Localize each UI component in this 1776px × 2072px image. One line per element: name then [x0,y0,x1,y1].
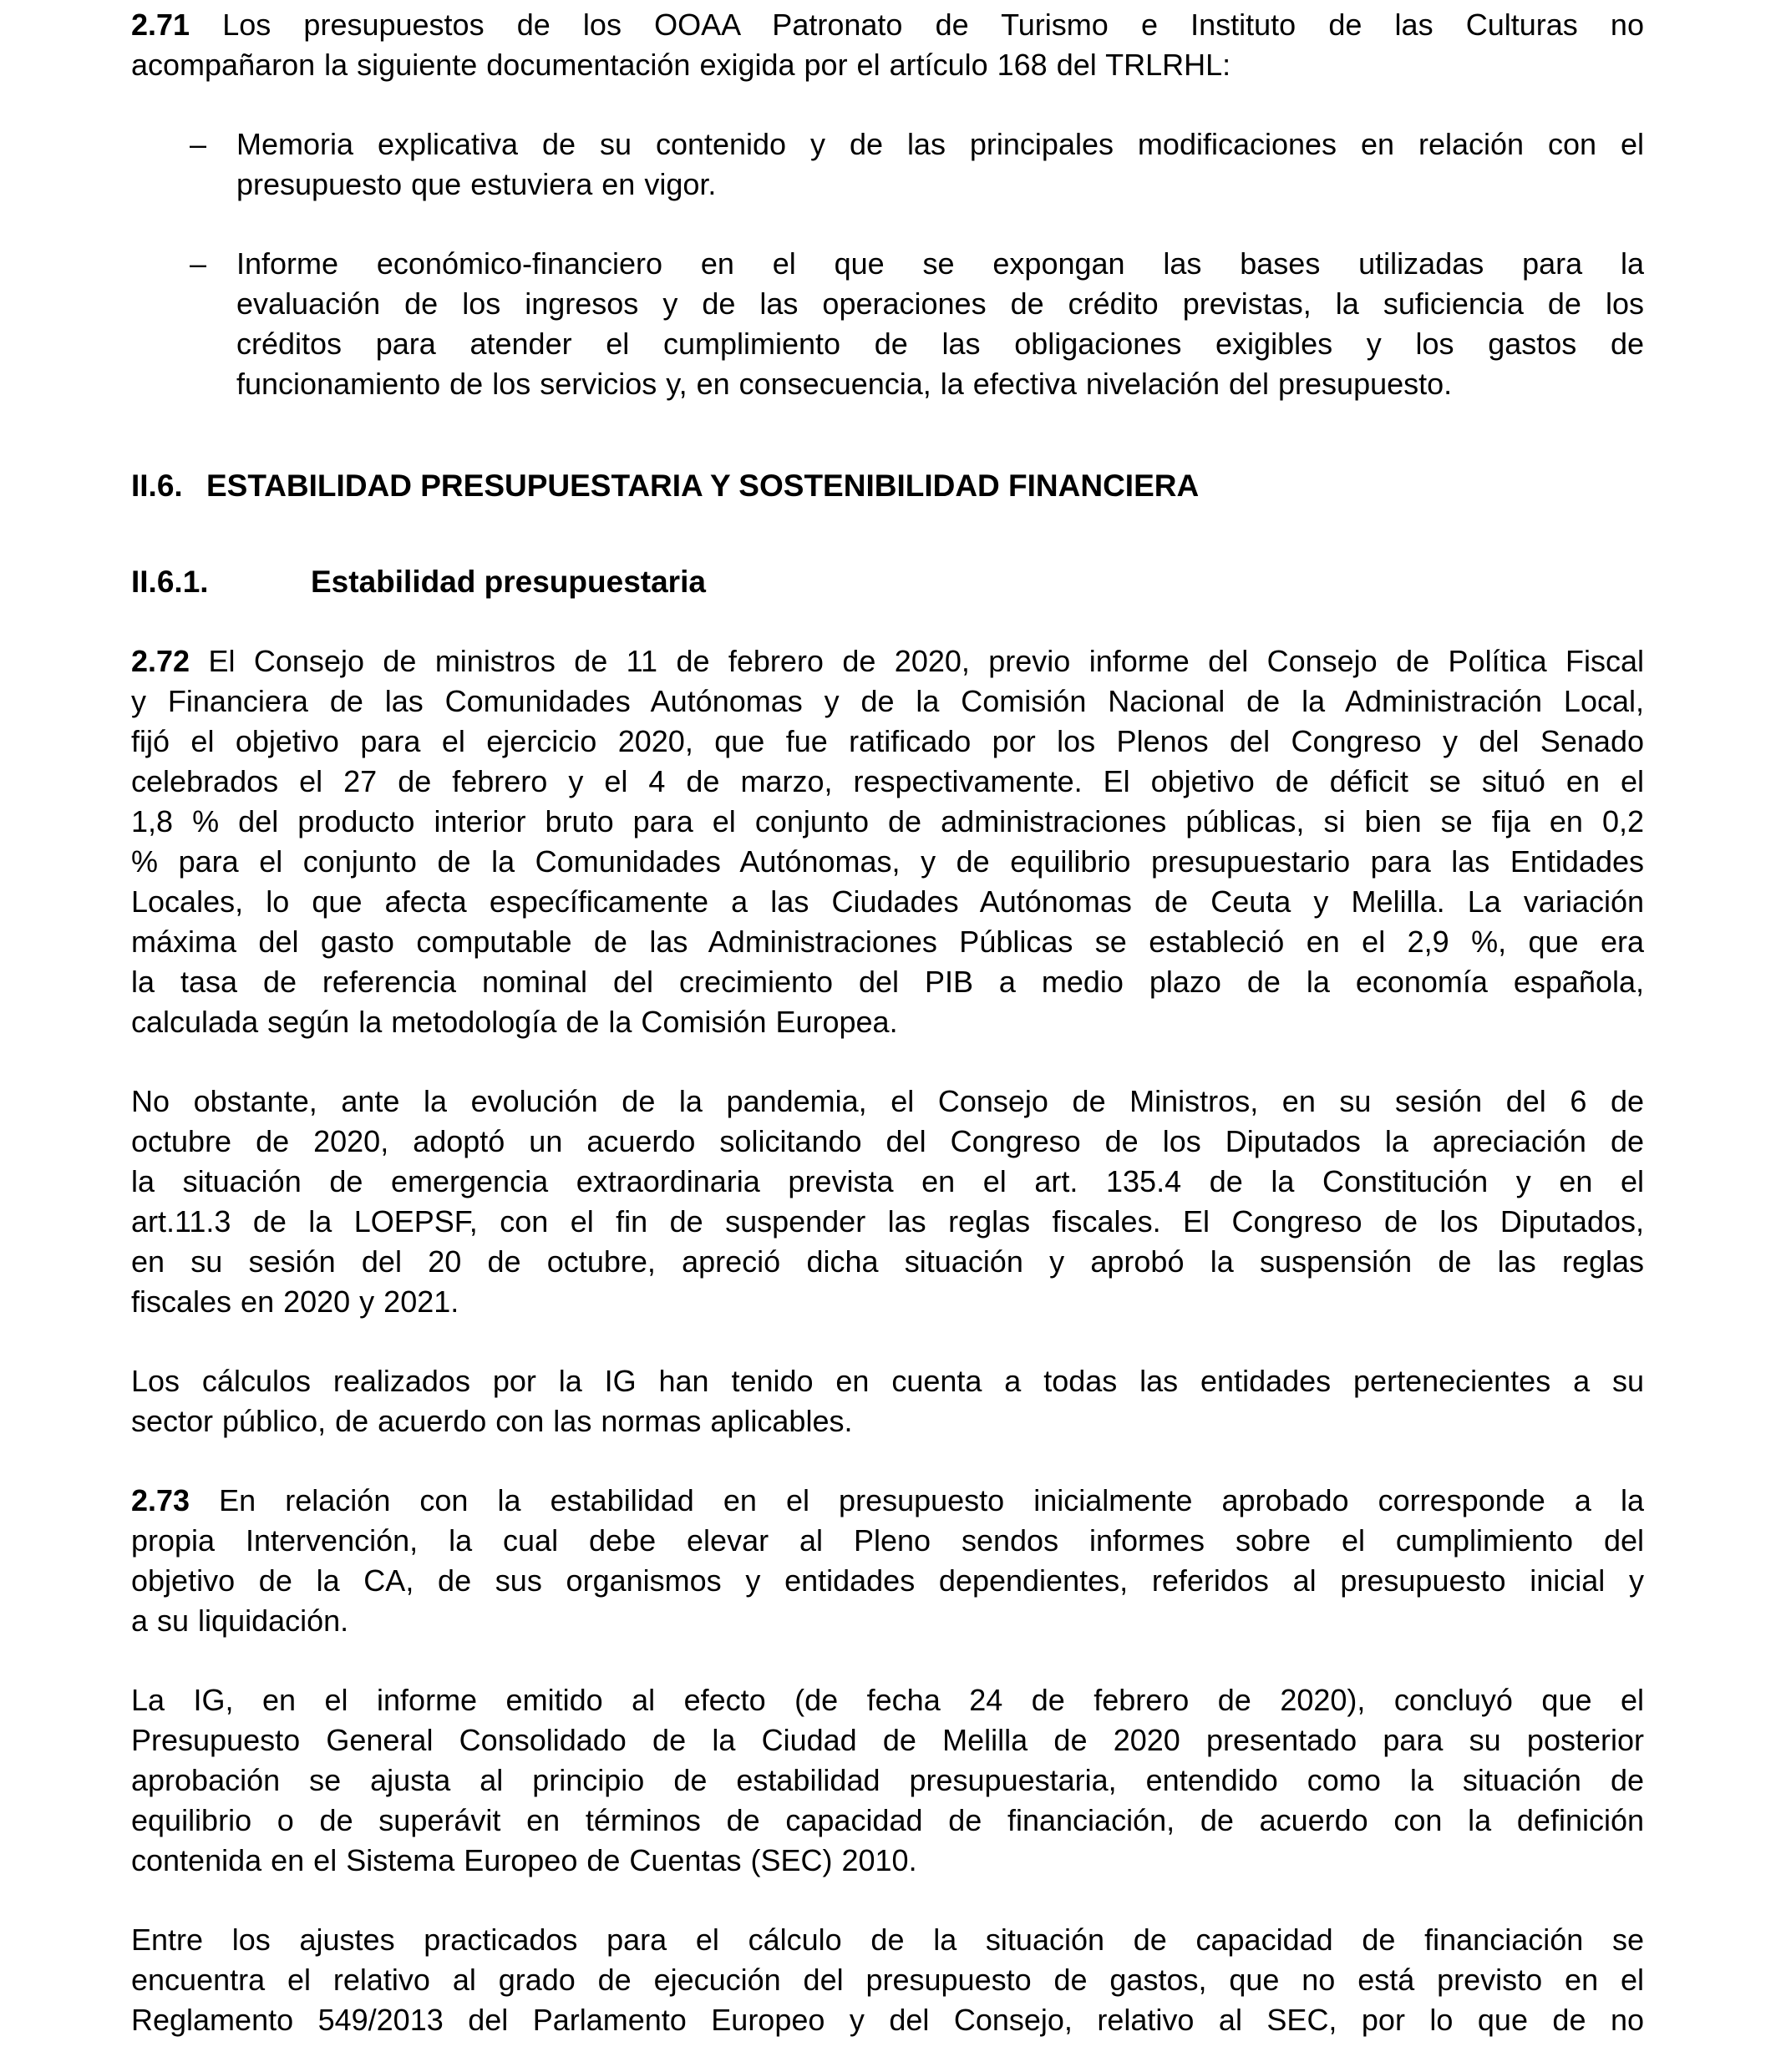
bullet-dash-icon: – [190,246,207,281]
text-line: fijó el objetivo para el ejercicio 2020, que fue ratificado por los Plenos del Congreso y del Senado [131,724,1644,758]
paragraph [131,5,1644,85]
text-line: No obstante, ante la evolución de la pandemia, el Consejo de Ministros, en su sesión del 6 de [131,1084,1644,1118]
text-line: La IG, en el informe emitido al efecto (de fecha 24 de febrero de 2020), concluyó que el [131,1683,1644,1717]
heading-text: Estabilidad presupuestaria [311,565,706,599]
text-line: Reglamento 549/2013 del Parlamento Europeo y del Consejo, relativo al SEC, por lo que de no [131,2003,1644,2037]
text-line: aprobación se ajusta al principio de estabilidad presupuestaria, entendido como la situación de [131,1763,1644,1797]
heading-number: II.6.1. [131,565,209,599]
section-heading [131,466,1644,506]
paragraph-number: 2.73 [131,1483,190,1517]
text-line: en su sesión del 20 de octubre, apreció dicha situación y aprobó la suspensión de las reglas [131,1244,1644,1279]
bullet-item [131,124,1644,205]
paragraph [131,1082,1644,1322]
paragraph [131,1680,1644,1881]
bullet-dash-icon: – [190,127,207,161]
text-line: sector público, de acuerdo con las normas aplicables. [131,1404,853,1438]
paragraph-text: El Consejo de ministros de 11 de febrero de 2020, previo informe del Consejo de Política Fiscal [208,644,1644,678]
text-line: Los cálculos realizados por la IG han tenido en cuenta a todas las entidades pertenecientes a su [131,1364,1644,1398]
text-line: funcionamiento de los servicios y, en consecuencia, la efectiva nivelación del presupuesto. [236,367,1453,401]
text-line: celebrados el 27 de febrero y el 4 de marzo, respectivamente. El objetivo de déficit se situó en el [131,764,1644,798]
text-line: propia Intervención, la cual debe elevar al Pleno sendos informes sobre el cumplimiento del [131,1523,1644,1558]
paragraph [131,1361,1644,1441]
text-line: % para el conjunto de la Comunidades Autónomas, y de equilibrio presupuestario para las Entidades [131,844,1644,879]
text-line: Memoria explicativa de su contenido y de las principales modificaciones en relación con el [236,127,1644,161]
text-line: octubre de 2020, adoptó un acuerdo solicitando del Congreso de los Diputados la apreciación de [131,1124,1644,1158]
text-line: calculada según la metodología de la Comisión Europea. [131,1005,898,1039]
paragraph-text: En relación con la estabilidad en el presupuesto inicialmente aprobado corresponde a la [219,1483,1644,1517]
text-line: Presupuesto General Consolidado de la Ciudad de Melilla de 2020 presentado para su posterior [131,1723,1644,1757]
text-line: acompañaron la siguiente documentación exigida por el artículo 168 del TRLRHL: [131,48,1231,82]
text-line: art.11.3 de la LOEPSF, con el fin de suspender las reglas fiscales. El Congreso de los Diputados, [131,1204,1644,1239]
text-line: la situación de emergencia extraordinaria prevista en el art. 135.4 de la Constitución y en el [131,1164,1644,1198]
text-line: Entre los ajustes practicados para el cálculo de la situación de capacidad de financiación se [131,1923,1644,1957]
text-line: objetivo de la CA, de sus organismos y entidades dependientes, referidos al presupuesto inicial y [131,1563,1644,1598]
text-line: fiscales en 2020 y 2021. [131,1284,459,1319]
text-line: presupuesto que estuviera en vigor. [236,167,717,201]
heading-number: II.6. [131,469,183,503]
text-line: Locales, lo que afecta específicamente a las Ciudades Autónomas de Ceuta y Melilla. La variación [131,884,1644,919]
text-line [131,1481,1644,1521]
text-line [131,641,1644,681]
text-line: máxima del gasto computable de las Administraciones Públicas se estableció en el 2,9 %, que era [131,925,1644,959]
text-line: evaluación de los ingresos y de las operaciones de crédito previstas, la suficiencia de los [236,286,1644,321]
bullet-item [131,244,1644,404]
paragraph-number: 2.72 [131,644,190,678]
subsection-heading [131,562,1644,602]
paragraph [131,1481,1644,1641]
text-line: a su liquidación. [131,1603,349,1638]
text-line: y Financiera de las Comunidades Autónomas y de la Comisión Nacional de la Administración Local, [131,684,1644,718]
paragraph [131,1920,1644,2040]
text-line: la tasa de referencia nominal del crecimiento del PIB a medio plazo de la economía española, [131,965,1644,999]
heading-text: ESTABILIDAD PRESUPUESTARIA Y SOSTENIBILIDAD FINANCIERA [206,469,1200,503]
paragraph [131,641,1644,1042]
text-line: encuentra el relativo al grado de ejecución del presupuesto de gastos, que no está previsto en el [131,1963,1644,1997]
text-line [131,5,1644,45]
text-line: equilibrio o de superávit en términos de capacidad de financiación, de acuerdo con la definición [131,1803,1644,1837]
text-line: 1,8 % del producto interior bruto para el conjunto de administraciones públicas, si bien se fija en 0,2 [131,804,1644,838]
text-line: créditos para atender el cumplimiento de las obligaciones exigibles y los gastos de [236,327,1644,361]
text-line: Informe económico-financiero en el que se expongan las bases utilizadas para la [236,246,1644,281]
text-line: contenida en el Sistema Europeo de Cuentas (SEC) 2010. [131,1843,917,1877]
paragraph-text: Los presupuestos de los OOAA Patronato de Turismo e Instituto de las Culturas no [222,8,1644,42]
paragraph-number: 2.71 [131,8,190,42]
